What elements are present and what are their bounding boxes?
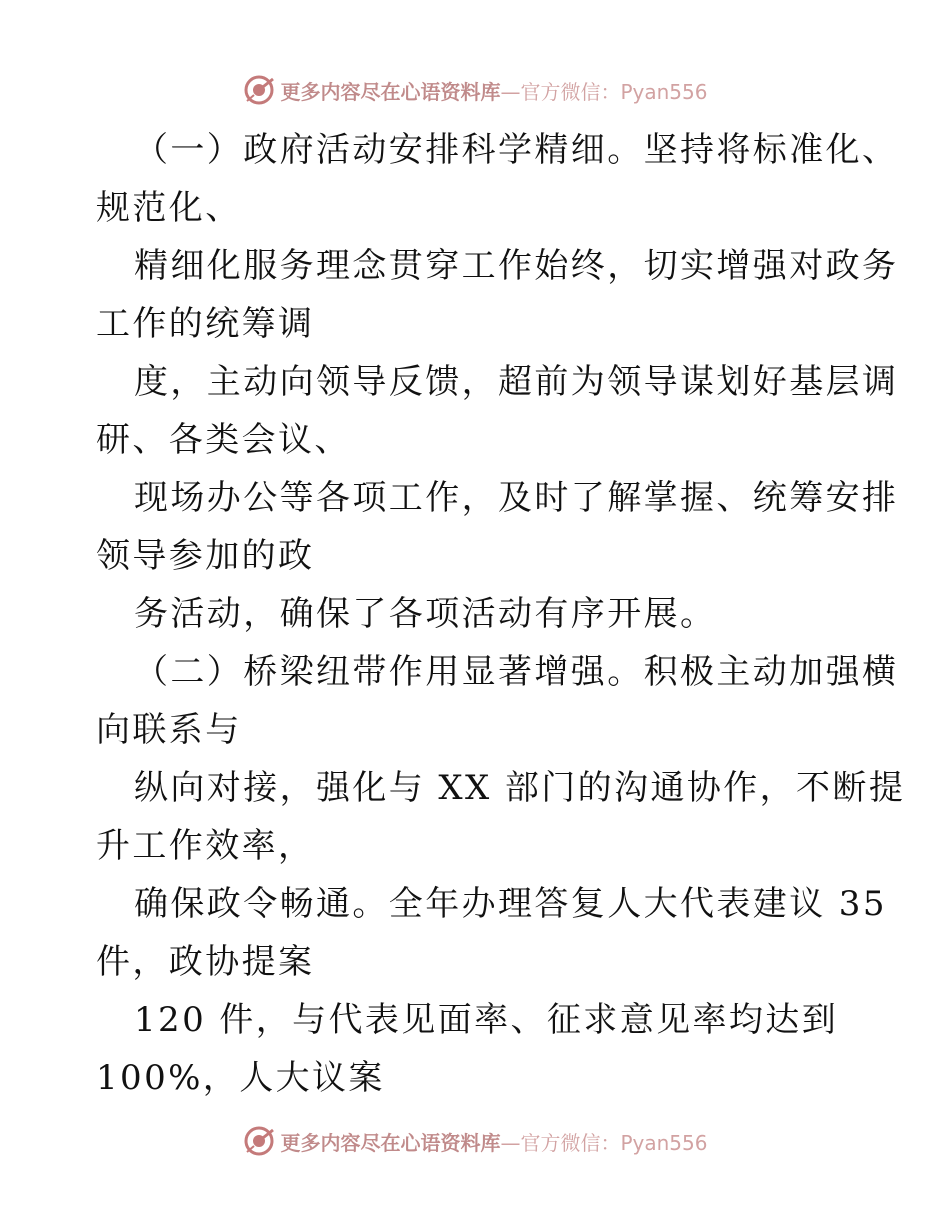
watermark-brand: 更多内容尽在心语资料库 xyxy=(280,79,501,104)
body-line: 规范化、 xyxy=(96,188,242,228)
body-line: 确保政令畅通。全年办理答复人大代表建议 35 xyxy=(134,884,887,924)
watermark-contact: —官方微信：Pyan556 xyxy=(500,79,708,104)
body-line: （一）政府活动安排科学精细。坚持将标准化、 xyxy=(134,130,899,170)
body-line: 100%，人大议案 xyxy=(96,1058,385,1098)
logo-icon xyxy=(242,1124,276,1158)
body-line: 务活动，确保了各项活动有序开展。 xyxy=(134,594,717,634)
body-line: 研、各类会议、 xyxy=(96,420,351,460)
document-body xyxy=(96,121,906,1107)
body-line: 工作的统筹调 xyxy=(96,304,315,344)
body-line: 120 件，与代表见面率、征求意见率均达到 xyxy=(134,1000,839,1040)
header-watermark xyxy=(0,68,950,112)
body-line: 现场办公等各项工作，及时了解掌握、统筹安排 xyxy=(134,478,899,518)
body-line: 领导参加的政 xyxy=(96,536,315,576)
body-line: 件，政协提案 xyxy=(96,942,315,982)
logo-icon xyxy=(242,73,276,107)
body-line: 向联系与 xyxy=(96,710,242,750)
body-line: 精细化服务理念贯穿工作始终，切实增强对政务 xyxy=(134,246,899,286)
body-line: （二）桥梁纽带作用显著增强。积极主动加强横 xyxy=(134,652,899,692)
body-line: 度，主动向领导反馈，超前为领导谋划好基层调 xyxy=(134,362,899,402)
watermark-brand: 更多内容尽在心语资料库 xyxy=(280,1130,501,1155)
body-line: 升工作效率， xyxy=(96,826,315,866)
body-line: 纵向对接，强化与 XX 部门的沟通协作，不断提 xyxy=(134,768,906,808)
footer-watermark xyxy=(0,1119,950,1163)
watermark-contact: —官方微信：Pyan556 xyxy=(500,1130,708,1155)
